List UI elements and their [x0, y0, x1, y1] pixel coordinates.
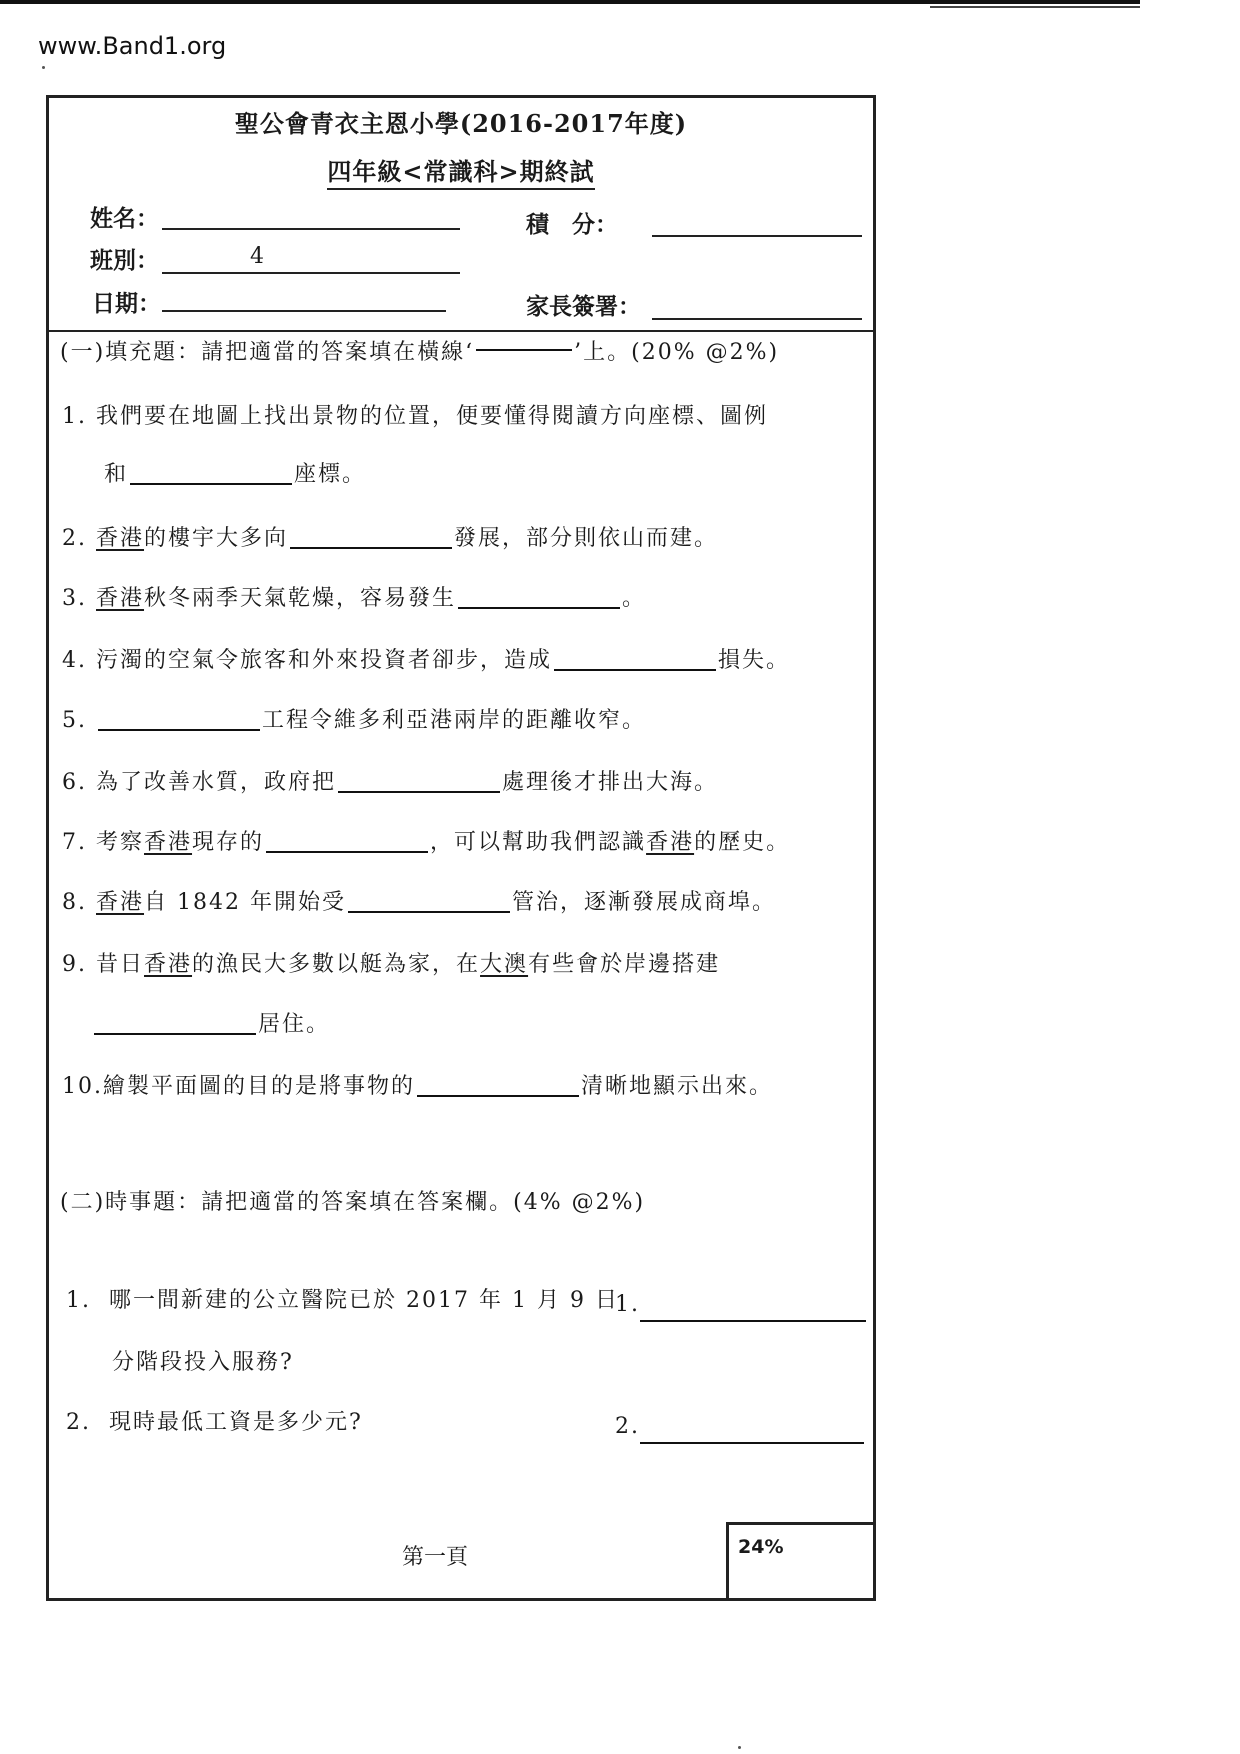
question-9-line1: 9. 昔日香港的漁民大多數以艇為家，在大澳有些會於岸邊搭建	[62, 952, 721, 977]
scan-speck	[42, 66, 45, 69]
section2-heading: (二)時事題：請把適當的答案填在答案欄。(4% @2%)	[60, 1190, 646, 1215]
score-label: 積 分：	[526, 211, 618, 238]
answer-blank-8[interactable]	[348, 910, 510, 913]
parent-signature-field[interactable]	[652, 318, 862, 320]
question-9-line2: 居住。	[92, 1012, 330, 1038]
school-title: 聖公會青衣主恩小學(2016-2017年度)	[234, 109, 688, 138]
top-edge-line	[0, 0, 1140, 4]
answer-blank-1[interactable]	[130, 482, 292, 485]
question-10: 10.繪製平面圖的目的是將事物的 清晰地顯示出來。	[62, 1074, 774, 1099]
question-2: 2. 香港的樓宇大多向 發展，部分則依山而建。	[62, 526, 719, 551]
site-watermark: www.Band1.org	[38, 32, 227, 60]
answer-blank-3[interactable]	[458, 606, 620, 609]
answer-blank-5[interactable]	[98, 728, 260, 731]
class-field[interactable]	[162, 272, 460, 274]
sample-blank	[476, 348, 572, 351]
current-affairs-question-1-line1: 1. 哪一間新建的公立醫院已於 2017 年 1 月 9 日	[66, 1288, 619, 1313]
answer-line-1[interactable]	[640, 1320, 866, 1322]
header-divider	[48, 330, 874, 332]
name-field[interactable]	[162, 228, 460, 230]
question-7: 7. 考察香港現存的 ，可以幫助我們認識香港的歷史。	[62, 830, 791, 855]
scan-speck	[738, 1746, 741, 1749]
exam-title: 四年級<常識科>期終試	[0, 152, 922, 187]
page-number: 第一頁	[402, 1545, 469, 1570]
question-1-line2: 和 座標。	[104, 462, 367, 487]
date-label: 日期：	[92, 290, 161, 317]
section-score-total: 24%	[738, 1536, 784, 1558]
answer-blank-4[interactable]	[554, 668, 716, 671]
section-score-box	[726, 1522, 876, 1600]
class-label: 班別：	[90, 247, 159, 274]
answer-blank-7[interactable]	[266, 850, 428, 853]
question-1-line1: 1. 我們要在地圖上找出景物的位置，便要懂得閱讀方向座標、圖例	[62, 404, 769, 429]
question-3: 3. 香港秋冬兩季天氣乾燥，容易發生 。	[62, 586, 647, 611]
answer-line-2[interactable]	[640, 1442, 864, 1444]
answer-blank-6[interactable]	[338, 790, 500, 793]
section1-heading: (一)填充題：請把適當的答案填在橫線‘ ’上。(20% @2%)	[60, 340, 780, 365]
question-8: 8. 香港自 1842 年開始受 管治，逐漸發展成商埠。	[62, 890, 777, 915]
answer-label-2: 2.	[615, 1414, 640, 1439]
name-label: 姓名：	[90, 205, 159, 232]
question-4: 4. 污濁的空氣令旅客和外來投資者卻步，造成 損失。	[62, 648, 791, 673]
answer-blank-10[interactable]	[417, 1094, 579, 1097]
question-5: 5. 工程令維多利亞港兩岸的距離收窄。	[62, 708, 647, 733]
current-affairs-question-2: 2. 現時最低工資是多少元?	[66, 1410, 363, 1435]
top-edge-line-secondary	[930, 6, 1140, 8]
answer-blank-2[interactable]	[290, 546, 452, 549]
current-affairs-question-1-line2: 分階段投入服務?	[112, 1350, 294, 1375]
class-value: 4	[250, 244, 264, 269]
date-field[interactable]	[162, 310, 446, 312]
score-field[interactable]	[652, 235, 862, 237]
answer-label-1: 1.	[615, 1292, 640, 1317]
answer-blank-9[interactable]	[94, 1032, 256, 1035]
question-6: 6. 為了改善水質，政府把 處理後才排出大海。	[62, 770, 719, 795]
parent-signature-label: 家長簽署：	[526, 293, 641, 320]
